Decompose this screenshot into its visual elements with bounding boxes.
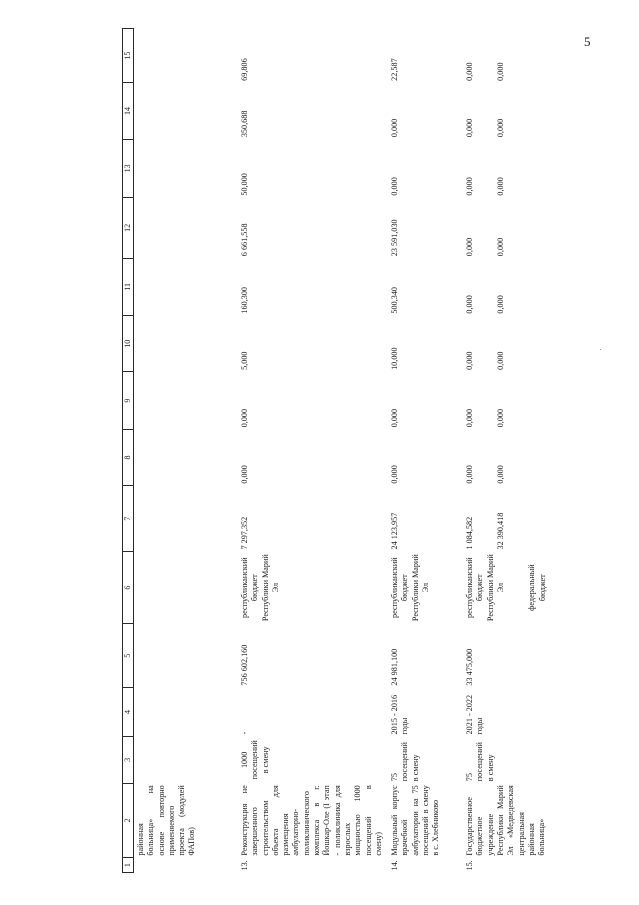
object-name: районная больница» на основе повторно применяемого проекта (модулей ФАПов) — [136, 785, 197, 856]
estimated-cost: 756 602,160 — [240, 644, 249, 686]
estimated-cost: 24 981,100 — [390, 648, 400, 686]
header-cell: 15 — [123, 29, 134, 83]
value-col-10 — [460, 316, 551, 372]
header-cell: 5 — [123, 624, 134, 688]
value-federal: 0,000 — [496, 177, 506, 196]
table-row — [232, 29, 384, 873]
header-cell: 12 — [123, 198, 134, 259]
row-number: 14. — [390, 860, 400, 871]
years: 2021 - 2022 годы — [465, 694, 485, 735]
value-col-8: 0,000 — [240, 465, 249, 484]
value-col-13: 50,000 — [240, 173, 249, 196]
value-col-12: 6 661,558 — [240, 223, 249, 257]
header-cell: 2 — [123, 783, 134, 857]
capacity: 1000 посещений в смену — [240, 740, 270, 780]
header-cell: 9 — [123, 372, 134, 429]
investment-table — [122, 28, 551, 873]
value-col-15: 22,587 — [390, 58, 400, 81]
total-value-federal: 32 390,418 — [496, 512, 506, 550]
table-row-continuation — [134, 29, 233, 873]
object-name: Реконструкция не завершенного строительством объекта для размещения амбулаторно-поликлинического комплекса в г. Йошкар-Оле (I этап - поликлиника для взрослых мощностью 1000 посещений в смену) — [240, 785, 383, 856]
header-cell: 1 — [123, 858, 134, 873]
value-col-13: 0,000 — [390, 177, 400, 196]
value-col-11: 500,340 — [390, 286, 400, 314]
value-col-8: 0,000 — [390, 465, 400, 484]
value: 0,000 — [465, 351, 475, 370]
page-number: 5 — [584, 34, 591, 49]
funding-source: республиканский бюджет Республики Марий Эл — [465, 554, 506, 622]
value-federal: 0,000 — [496, 237, 506, 257]
value-col-9 — [460, 372, 551, 429]
value: 0,000 — [465, 465, 475, 484]
object-name: Государственное бюджетное учреждение Республики Марий Эл «Медведевская центральная районная больница» — [465, 785, 547, 856]
row-number: 15. — [465, 860, 475, 871]
value-col-13 — [460, 139, 551, 197]
years: - — [240, 731, 249, 735]
total-values — [460, 486, 551, 552]
value: 0,000 — [465, 237, 475, 257]
funding-source: республиканский бюджет Республики Марий Эл — [240, 554, 280, 622]
value-col-9: 0,000 — [390, 408, 400, 428]
header-cell: 11 — [123, 258, 134, 315]
header-cell: 7 — [123, 486, 134, 552]
header-cell: 6 — [123, 552, 134, 624]
funding-sources — [460, 552, 551, 624]
funding-source: республиканский бюджет Республики Марий Эл — [390, 554, 431, 622]
value-col-9: 0,000 — [240, 408, 249, 428]
value: 0,000 — [465, 118, 475, 138]
value-federal: 0,000 — [496, 295, 506, 314]
table-row — [460, 29, 551, 873]
row-number: 13. — [240, 860, 249, 871]
total-value: 24 123,957 — [390, 512, 400, 550]
value: 0,000 — [465, 408, 475, 428]
header-cell: 14 — [123, 83, 134, 139]
value-col-10: 5,000 — [240, 351, 249, 370]
rotated-table-container — [122, 28, 639, 873]
header-cell: 3 — [123, 736, 134, 783]
header-cell: 8 — [123, 429, 134, 485]
estimated-cost: 33 475,000 — [465, 648, 475, 686]
value-federal: 0,000 — [496, 118, 506, 138]
value-col-12 — [460, 198, 551, 259]
value-col-15: 69,806 — [240, 58, 249, 81]
value: 0,000 — [465, 295, 475, 314]
value-federal: 0,000 — [496, 62, 506, 81]
row-number — [134, 858, 233, 873]
total-value: 1 084,582 — [465, 516, 475, 550]
value: 0,000 — [465, 177, 475, 196]
value-federal: 0,000 — [496, 351, 506, 370]
header-cell: 10 — [123, 316, 134, 372]
table-row — [384, 29, 460, 873]
value-federal: 0,000 — [496, 465, 506, 484]
header-cell: 13 — [123, 139, 134, 197]
column-number-header — [123, 29, 134, 873]
value-col-10: 10,000 — [390, 347, 400, 370]
value-col-14 — [460, 83, 551, 139]
value-col-8 — [460, 429, 551, 485]
value-col-12: 23 591,030 — [390, 219, 400, 257]
years: 2015 - 2016 годы — [390, 694, 410, 735]
funding-source-federal: федеральный бюджет — [527, 564, 547, 611]
value: 0,000 — [465, 62, 475, 81]
header-cell: 4 — [123, 688, 134, 737]
object-name: Модульный корпус врачебной амбулатории на 75 посещений в смену в с. Хлебниково — [390, 785, 441, 856]
value-col-14: 0,000 — [390, 118, 400, 138]
value-federal: 0,000 — [496, 408, 506, 428]
capacity: 75 посещений в смену — [465, 742, 495, 782]
value-col-15 — [460, 29, 551, 83]
value-col-11: 160,300 — [240, 286, 249, 314]
value-col-14: 350,688 — [240, 110, 249, 138]
capacity: 75 посещений в смену — [390, 742, 420, 782]
total-value: 7 297,352 — [240, 516, 249, 550]
value-col-11 — [460, 258, 551, 315]
